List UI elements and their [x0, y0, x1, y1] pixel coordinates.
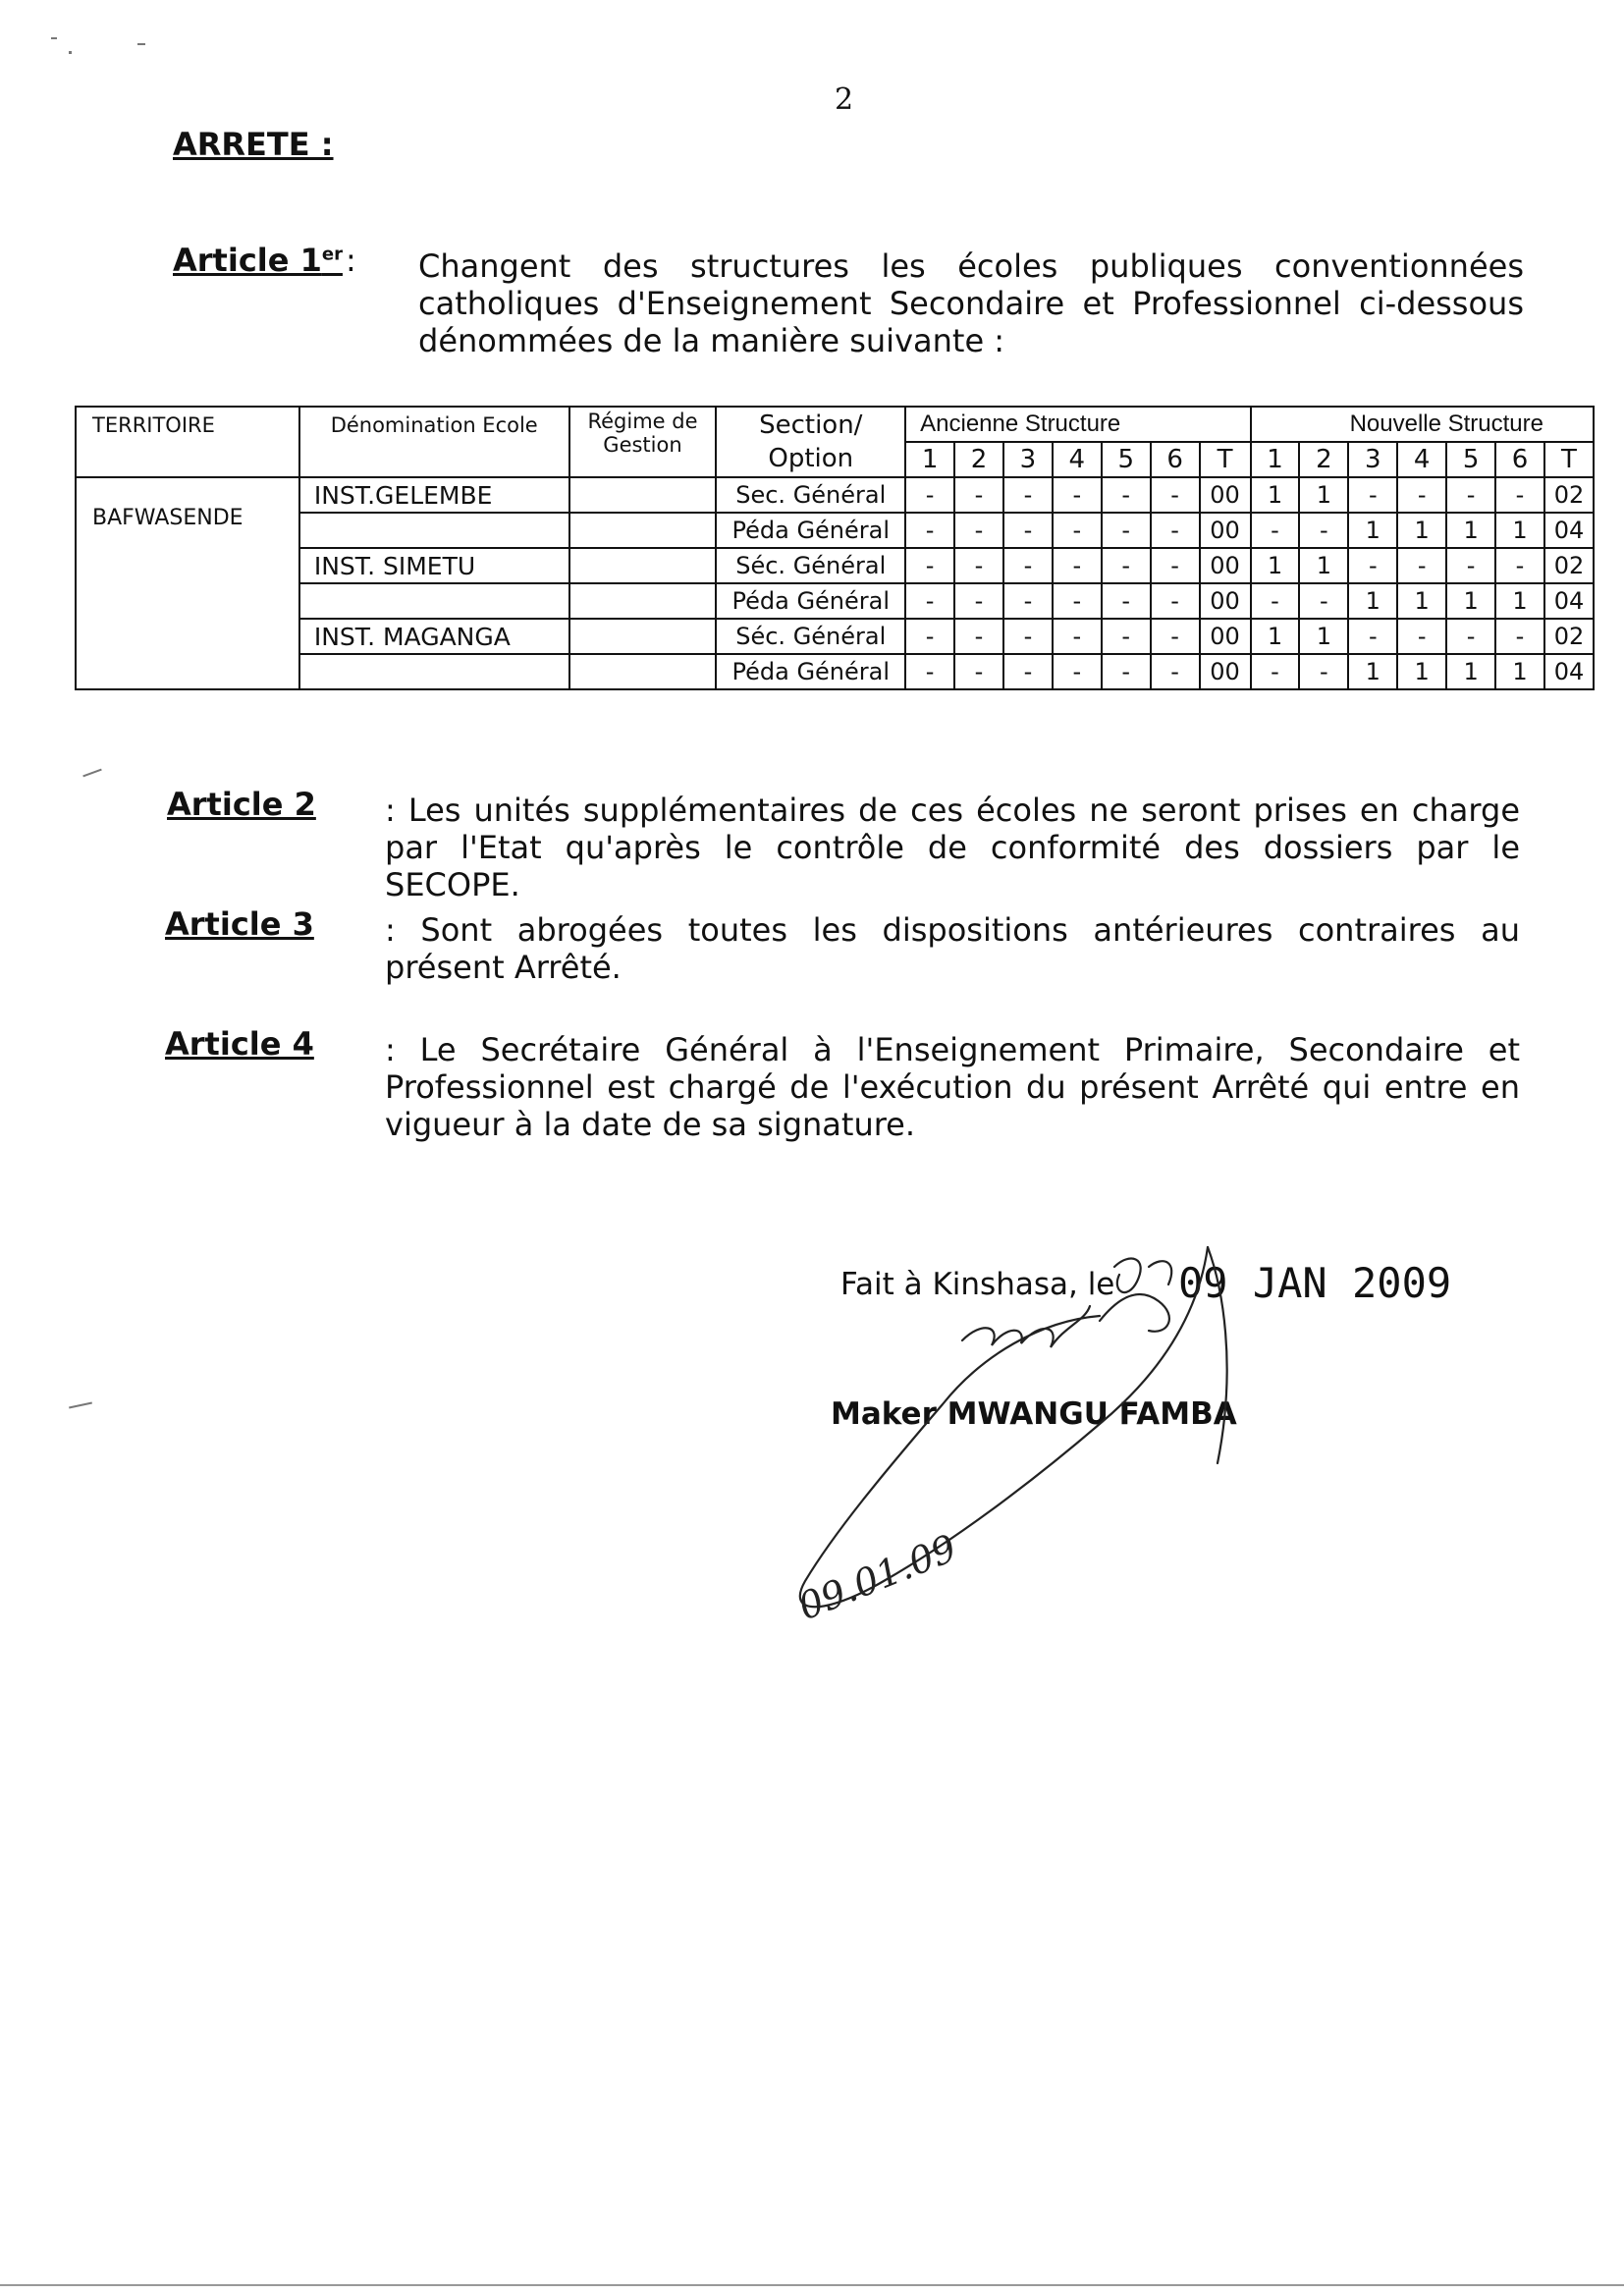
- article-3-label: Article 3: [165, 905, 314, 943]
- old-structure-level-cell: -: [1151, 583, 1200, 619]
- new-structure-level-cell: -: [1251, 513, 1300, 548]
- old-structure-level-cell: -: [1151, 619, 1200, 654]
- new-structure-level-cell: -: [1299, 513, 1348, 548]
- management-regime-cell: [569, 513, 717, 548]
- management-regime-cell: [569, 548, 717, 583]
- old-structure-level-cell: -: [954, 548, 1003, 583]
- section-option-cell: Séc. Général: [716, 548, 905, 583]
- new-structure-level-cell: 1: [1348, 583, 1397, 619]
- old-structure-level-cell: -: [1003, 619, 1053, 654]
- old-structure-level-cell: -: [1053, 477, 1102, 513]
- new-structure-total-cell: 02: [1544, 619, 1594, 654]
- new-level-header: 6: [1495, 442, 1544, 477]
- article-1-colon: :: [346, 242, 356, 279]
- scan-speck: [51, 37, 57, 39]
- old-structure-level-cell: -: [1003, 513, 1053, 548]
- scan-speck: [137, 43, 145, 45]
- school-name-cell: INST.GELEMBE: [299, 477, 569, 513]
- new-structure-level-cell: -: [1397, 477, 1446, 513]
- new-level-header: 2: [1299, 442, 1348, 477]
- old-structure-level-cell: -: [1003, 583, 1053, 619]
- article-1-text: Changent des structures les écoles publiques conventionnées catholiques d'Enseignement Secondaire et Professionnel ci-dessous dénommées de la manière suivante :: [418, 247, 1524, 359]
- article-1-label-sup: er: [321, 244, 343, 265]
- old-structure-level-cell: -: [1102, 548, 1151, 583]
- document-heading: ARRETE :: [173, 126, 334, 163]
- old-structure-total-cell: 00: [1200, 477, 1251, 513]
- new-total-header: T: [1544, 442, 1594, 477]
- new-structure-level-cell: 1: [1397, 654, 1446, 689]
- article-1-label-text: Article 1: [173, 242, 322, 279]
- new-level-header: 1: [1251, 442, 1300, 477]
- school-structure-table: [75, 406, 1595, 690]
- new-structure-level-cell: 1: [1299, 548, 1348, 583]
- old-structure-level-cell: -: [1102, 513, 1151, 548]
- table-row: [76, 548, 1594, 583]
- section-option-cell: Séc. Général: [716, 619, 905, 654]
- table-row: [76, 619, 1594, 654]
- section-option-cell: Péda Général: [716, 654, 905, 689]
- old-structure-level-cell: -: [1003, 548, 1053, 583]
- old-structure-level-cell: -: [1053, 619, 1102, 654]
- handwritten-date: 09.01.09: [791, 1526, 963, 1629]
- page-number: 2: [835, 82, 854, 117]
- new-structure-level-cell: -: [1495, 477, 1544, 513]
- new-structure-level-cell: -: [1299, 654, 1348, 689]
- new-structure-level-cell: 1: [1446, 583, 1495, 619]
- new-level-header: 5: [1446, 442, 1495, 477]
- new-structure-total-cell: 02: [1544, 477, 1594, 513]
- new-structure-level-cell: 1: [1348, 513, 1397, 548]
- old-structure-level-cell: -: [1053, 548, 1102, 583]
- old-structure-level-cell: -: [954, 619, 1003, 654]
- article-4-text: : Le Secrétaire Général à l'Enseignement Primaire, Secondaire et Professionnel est chargé de l'exécution du présent Arrêté qui entre en vigueur à la date de sa signature.: [385, 1031, 1520, 1143]
- new-structure-total-cell: 02: [1544, 548, 1594, 583]
- table-row: [76, 513, 1594, 548]
- new-structure-level-cell: -: [1446, 619, 1495, 654]
- old-level-header: 4: [1053, 442, 1102, 477]
- management-regime-cell: [569, 583, 717, 619]
- header-section-option: Section/ Option: [716, 407, 905, 477]
- new-structure-level-cell: 1: [1495, 583, 1544, 619]
- school-name-cell: INST. MAGANGA: [299, 619, 569, 654]
- header-old-structure: Ancienne Structure: [905, 407, 1250, 442]
- territory-cell: BAFWASENDE: [76, 477, 299, 689]
- new-structure-level-cell: 1: [1251, 619, 1300, 654]
- old-structure-level-cell: -: [1151, 477, 1200, 513]
- old-structure-level-cell: -: [905, 619, 954, 654]
- school-name-cell: [299, 583, 569, 619]
- new-structure-level-cell: 1: [1397, 583, 1446, 619]
- article-1-label: [173, 242, 343, 279]
- new-structure-level-cell: 1: [1446, 654, 1495, 689]
- header-new-structure: Nouvelle Structure: [1251, 407, 1594, 442]
- old-structure-level-cell: -: [954, 477, 1003, 513]
- header-territory: TERRITOIRE: [76, 407, 299, 477]
- table-row: [76, 477, 1594, 513]
- old-structure-level-cell: -: [1102, 583, 1151, 619]
- old-structure-level-cell: -: [954, 513, 1003, 548]
- new-structure-level-cell: -: [1299, 583, 1348, 619]
- table-row: [76, 654, 1594, 689]
- old-structure-total-cell: 00: [1200, 619, 1251, 654]
- scan-edge-line: [0, 2284, 1624, 2286]
- table-row: [76, 583, 1594, 619]
- new-structure-total-cell: 04: [1544, 654, 1594, 689]
- new-structure-level-cell: 1: [1299, 619, 1348, 654]
- management-regime-cell: [569, 477, 717, 513]
- article-3-text: : Sont abrogées toutes les dispositions antérieures contraires au présent Arrêté.: [385, 911, 1520, 986]
- signatory-name: Maker MWANGU FAMBA: [831, 1396, 1237, 1432]
- school-name-cell: INST. SIMETU: [299, 548, 569, 583]
- school-name-cell: [299, 513, 569, 548]
- new-structure-level-cell: 1: [1299, 477, 1348, 513]
- new-structure-level-cell: 1: [1397, 513, 1446, 548]
- school-name-cell: [299, 654, 569, 689]
- date-stamp: 09 JAN 2009: [1178, 1259, 1452, 1307]
- old-total-header: T: [1200, 442, 1251, 477]
- new-structure-level-cell: -: [1251, 654, 1300, 689]
- header-management-regime: Régime de Gestion: [569, 407, 717, 477]
- new-structure-level-cell: 1: [1251, 477, 1300, 513]
- old-structure-level-cell: -: [1151, 513, 1200, 548]
- old-structure-level-cell: -: [1151, 654, 1200, 689]
- new-structure-level-cell: -: [1348, 477, 1397, 513]
- old-structure-level-cell: -: [1003, 654, 1053, 689]
- section-option-cell: Péda Général: [716, 513, 905, 548]
- new-structure-level-cell: 1: [1348, 654, 1397, 689]
- old-structure-level-cell: -: [954, 654, 1003, 689]
- old-structure-level-cell: -: [1102, 477, 1151, 513]
- new-level-header: 3: [1348, 442, 1397, 477]
- scan-speck: [69, 51, 72, 54]
- old-structure-total-cell: 00: [1200, 513, 1251, 548]
- new-structure-level-cell: -: [1251, 583, 1300, 619]
- new-structure-level-cell: -: [1397, 548, 1446, 583]
- new-structure-level-cell: -: [1397, 619, 1446, 654]
- old-level-header: 2: [954, 442, 1003, 477]
- scan-speck: [69, 1402, 92, 1409]
- new-structure-level-cell: -: [1446, 548, 1495, 583]
- new-structure-level-cell: -: [1348, 548, 1397, 583]
- new-structure-total-cell: 04: [1544, 513, 1594, 548]
- old-structure-level-cell: -: [954, 583, 1003, 619]
- old-structure-level-cell: -: [905, 548, 954, 583]
- management-regime-cell: [569, 619, 717, 654]
- section-option-cell: Sec. Général: [716, 477, 905, 513]
- old-structure-level-cell: -: [1003, 477, 1053, 513]
- article-2-text: : Les unités supplémentaires de ces écoles ne seront prises en charge par l'Etat qu'après le contrôle de conformité des dossiers par le SECOPE.: [385, 792, 1520, 903]
- new-structure-level-cell: 1: [1495, 513, 1544, 548]
- header-school-name: Dénomination Ecole: [299, 407, 569, 477]
- place-and-date-label: Fait à Kinshasa, le: [840, 1267, 1115, 1302]
- section-option-cell: Péda Général: [716, 583, 905, 619]
- new-structure-level-cell: -: [1446, 477, 1495, 513]
- article-4-label: Article 4: [165, 1025, 314, 1063]
- old-structure-level-cell: -: [1102, 619, 1151, 654]
- old-level-header: 3: [1003, 442, 1053, 477]
- old-structure-level-cell: -: [905, 583, 954, 619]
- old-structure-level-cell: -: [1053, 654, 1102, 689]
- old-structure-total-cell: 00: [1200, 548, 1251, 583]
- management-regime-cell: [569, 654, 717, 689]
- old-structure-total-cell: 00: [1200, 654, 1251, 689]
- old-structure-level-cell: -: [905, 654, 954, 689]
- handwritten-signature: [746, 1228, 1276, 1650]
- new-structure-total-cell: 04: [1544, 583, 1594, 619]
- old-structure-total-cell: 00: [1200, 583, 1251, 619]
- new-structure-level-cell: -: [1495, 619, 1544, 654]
- old-level-header: 5: [1102, 442, 1151, 477]
- old-structure-level-cell: -: [1102, 654, 1151, 689]
- new-structure-level-cell: 1: [1251, 548, 1300, 583]
- old-structure-level-cell: -: [905, 477, 954, 513]
- old-structure-level-cell: -: [1151, 548, 1200, 583]
- old-structure-level-cell: -: [1053, 583, 1102, 619]
- new-level-header: 4: [1397, 442, 1446, 477]
- new-structure-level-cell: 1: [1446, 513, 1495, 548]
- scan-speck: [82, 769, 101, 778]
- old-structure-level-cell: -: [905, 513, 954, 548]
- new-structure-level-cell: -: [1348, 619, 1397, 654]
- old-structure-level-cell: -: [1053, 513, 1102, 548]
- new-structure-level-cell: 1: [1495, 654, 1544, 689]
- new-structure-level-cell: -: [1495, 548, 1544, 583]
- old-level-header: 1: [905, 442, 954, 477]
- article-2-label: Article 2: [167, 786, 316, 823]
- old-level-header: 6: [1151, 442, 1200, 477]
